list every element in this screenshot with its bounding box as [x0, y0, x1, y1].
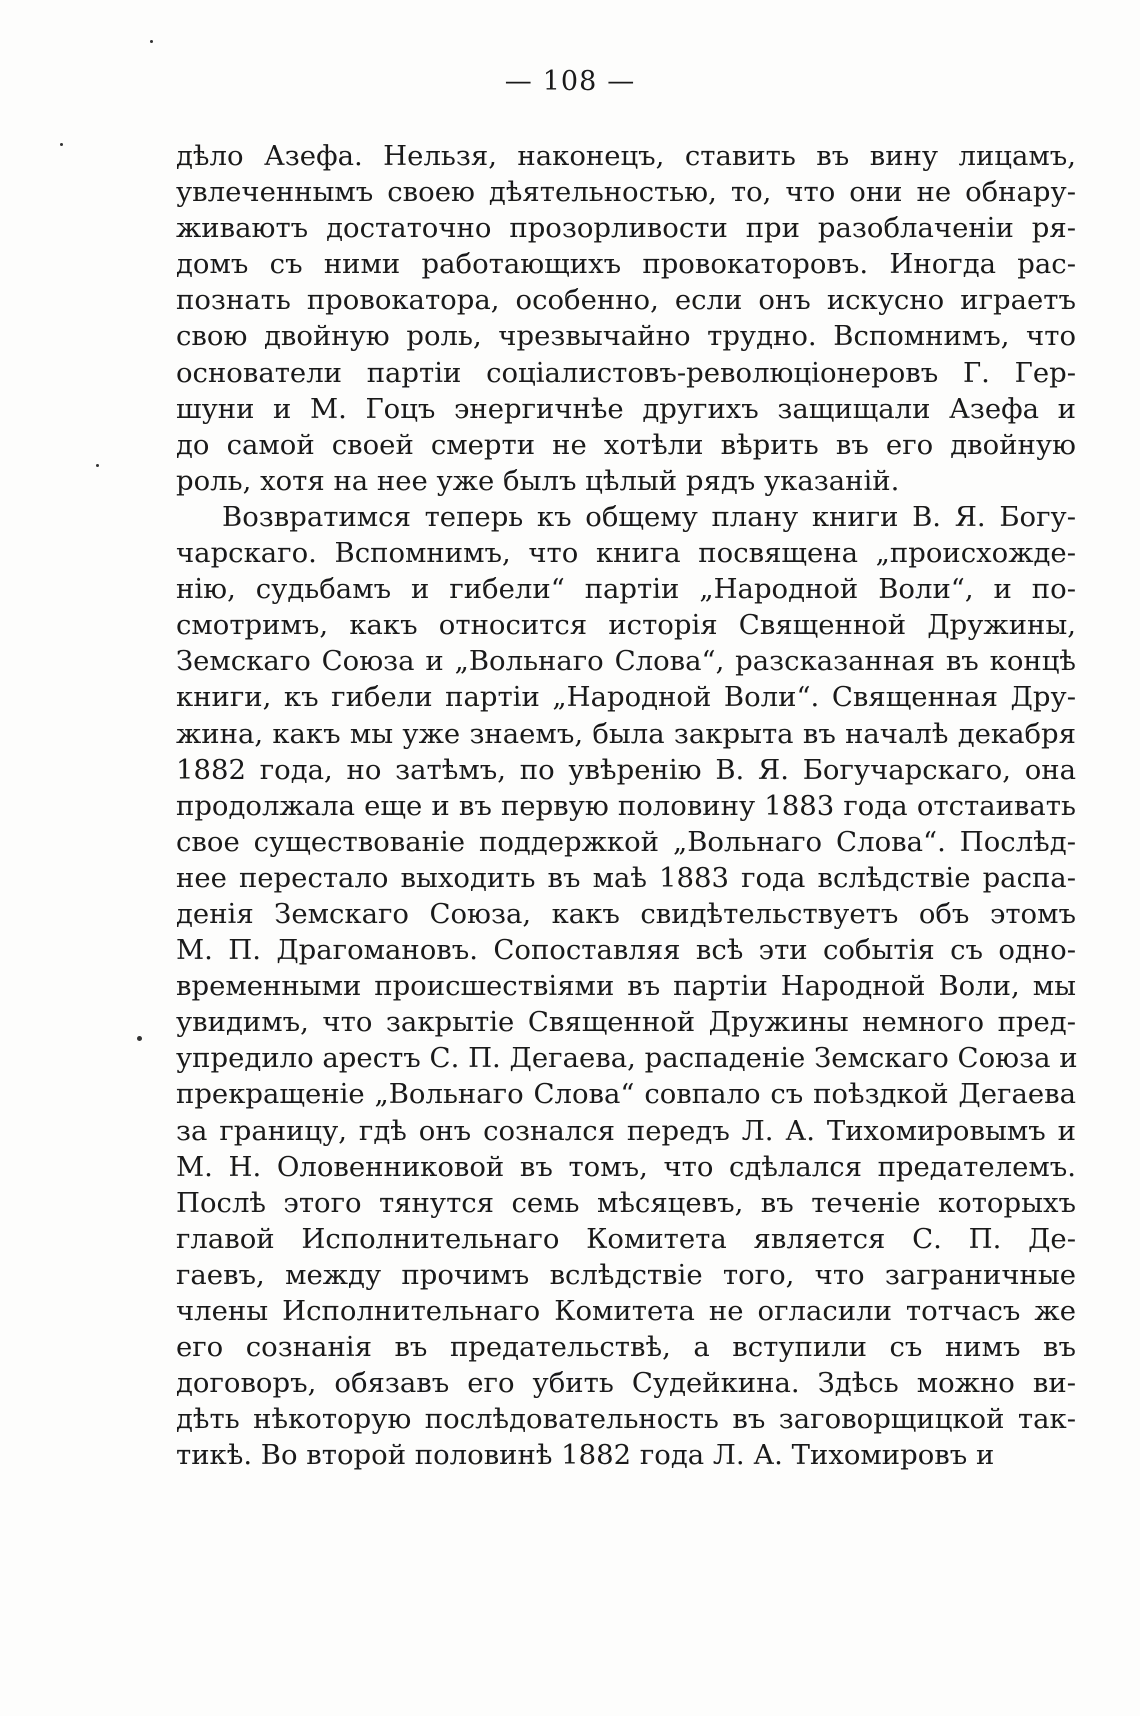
text-line: чарскаго. Вспомнимъ, что книга посвящена „происхожде-: [176, 537, 1076, 570]
text-line: тикѣ. Во второй половинѣ 1882 года Л. А. Тихомировъ и: [176, 1439, 995, 1472]
page-number-suffix-dash: —: [607, 66, 636, 97]
page-number: 108: [542, 66, 598, 97]
text-line: нію, судьбамъ и гибели“ партіи „Народной Воли“, и по-: [176, 573, 1076, 606]
text-line: основатели партіи соціалистовъ-революціонеровъ Г. Гер-: [176, 356, 1076, 389]
text-line: увлеченнымъ своею дѣятельностью, то, что они не обнару-: [176, 176, 1076, 209]
text-line: жина, какъ мы уже знаемъ, была закрыта въ началѣ декабря: [176, 717, 1076, 750]
text-line: домъ съ ними работающихъ провокаторовъ. Иногда рас-: [176, 248, 1076, 281]
text-line: временными происшествіями въ партіи Народной Воли, мы: [176, 970, 1076, 1003]
text-line: смотримъ, какъ относится исторія Священной Дружины,: [176, 609, 1076, 642]
text-line: договоръ, обязавъ его убить Судейкина. Здѣсь можно ви-: [176, 1367, 1076, 1400]
body-text: [176, 138, 1076, 1473]
scan-speck: [137, 1036, 142, 1041]
text-line: денія Земскаго Союза, какъ свидѣтельствуетъ объ этомъ: [176, 897, 1076, 930]
text-line: дѣть нѣкоторую послѣдовательность въ заговорщицкой так-: [176, 1403, 1076, 1436]
text-line: продолжала еще и въ первую половину 1883 года отстаивать: [176, 789, 1076, 822]
text-line: Послѣ этого тянутся семь мѣсяцевъ, въ теченіе которыхъ: [176, 1186, 1076, 1219]
text-line: упредило арестъ С. П. Дегаева, распаденіе Земскаго Союза и: [176, 1042, 1078, 1075]
text-line: гаевъ, между прочимъ вслѣдствіе того, что заграничные: [176, 1258, 1076, 1291]
text-line: нее перестало выходить въ маѣ 1883 года вслѣдствіе распа-: [176, 861, 1076, 894]
text-line: дѣло Азефа. Нельзя, наконецъ, ставить въ вину лицамъ,: [176, 140, 1076, 172]
text-line: живаютъ достаточно прозорливости при разоблаченіи ря-: [176, 212, 1076, 245]
scan-speck: [60, 143, 63, 146]
page-number-header: [0, 66, 1140, 97]
text-line: свое существованіе поддержкой „Вольнаго Слова“. Послѣд-: [176, 825, 1076, 858]
text-line: увидимъ, что закрытіе Священной Дружины немного пред-: [176, 1006, 1076, 1039]
text-line: прекращеніе „Вольнаго Слова“ совпало съ поѣздкой Дегаева: [176, 1078, 1076, 1111]
page-number-prefix-dash: —: [504, 66, 533, 97]
text-line: М. П. Драгомановъ. Сопоставляя всѣ эти событія съ одно-: [176, 934, 1076, 967]
text-line: М. Н. Оловенниковой въ томъ, что сдѣлался предателемъ.: [176, 1150, 1076, 1183]
text-line: за границу, гдѣ онъ сознался передъ Л. А. Тихомировымъ и: [176, 1114, 1076, 1147]
text-line: члены Исполнительнаго Комитета не огласили тотчасъ же: [176, 1295, 1076, 1327]
text-line: главой Исполнительнаго Комитета является С. П. Де-: [176, 1222, 1076, 1255]
text-line: книги, къ гибели партіи „Народной Воли“. Священная Дру-: [176, 681, 1076, 714]
text-line: Земскаго Союза и „Вольнаго Слова“, разсказанная въ концѣ: [176, 645, 1076, 678]
scan-speck: [150, 40, 153, 43]
text-line: Возвратимся теперь къ общему плану книги В. Я. Богу-: [222, 500, 1076, 533]
text-line: познать провокатора, особенно, если онъ искусно играетъ: [176, 284, 1076, 317]
text-line: роль, хотя на нее уже былъ цѣлый рядъ указаній.: [176, 464, 900, 497]
paragraph: [176, 499, 1076, 1474]
scan-speck: [96, 464, 99, 467]
text-line: его сознанія въ предательствѣ, а вступили съ нимъ въ: [176, 1331, 1076, 1364]
text-line: 1882 года, но затѣмъ, по увѣренію В. Я. Богучарскаго, она: [176, 753, 1076, 786]
paragraph: [176, 138, 1076, 499]
text-line: свою двойную роль, чрезвычайно трудно. Вспомнимъ, что: [176, 320, 1076, 353]
text-line: до самой своей смерти не хотѣли вѣрить въ его двойную: [176, 428, 1076, 461]
text-line: шуни и М. Гоцъ энергичнѣе другихъ защищали Азефа и: [176, 392, 1076, 425]
